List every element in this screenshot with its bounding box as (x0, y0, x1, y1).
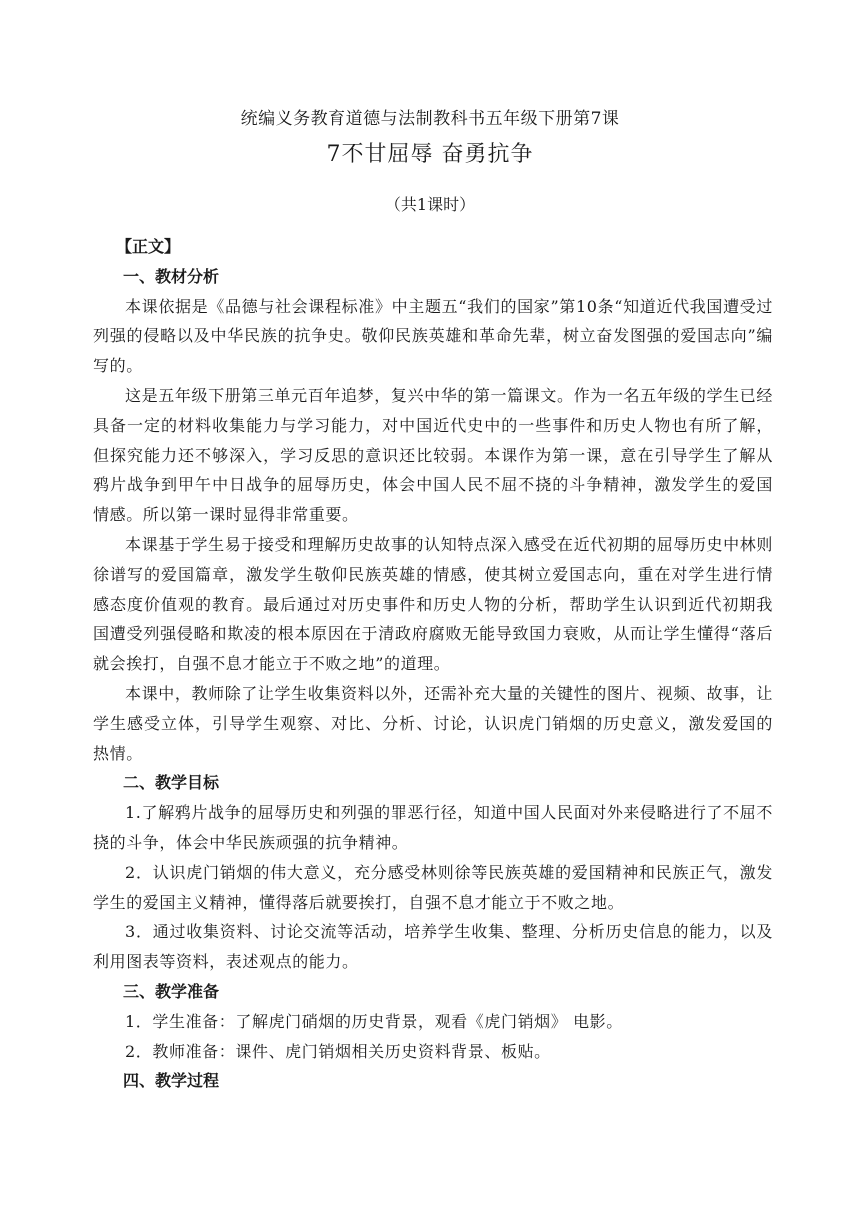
section-heading-textbook-analysis: 一、教材分析 (123, 266, 220, 286)
paragraph: 这是五年级下册第三单元百年追梦，复兴中华的第一篇课文。作为一名五年级的学生已经具备一定的材料收集能力与学习能力，对中国近代史中的一些事件和历史人物也有所了解，但探究能力还不够深入，学习反思的意识还比较弱。本课作为第一课，意在引导学生了解从鸦片战争到甲午中日战争的屈辱历史，体会中国人民不屈不挠的斗争精神，激发学生的爱国情感。所以第一课时显得非常重要。 (93, 385, 773, 525)
paragraph: 本课基于学生易于接受和理解历史故事的认知特点深入感受在近代初期的屈辱历史中林则徐谱写的爱国篇章，激发学生敬仰民族英雄的情感，使其树立爱国志向，重在对学生进行情感态度价值观的教育。最后通过对历史事件和历史人物的分析，帮助学生认识到近代初期我国遭受列强侵略和欺凌的根本原因在于清政府腐败无能导致国力衰败，从而让学生懂得“落后就会挨打，自强不息才能立于不败之地”的道理。 (93, 534, 773, 674)
section-heading-teaching-goals: 二、教学目标 (123, 773, 220, 793)
paragraph: 本课中，教师除了让学生收集资料以外，还需补充大量的关键性的图片、视频、故事，让学生感受立体，引导学生观察、对比、分析、讨论，认识虎门销烟的历史意义，激发爱国的热情。 (93, 683, 773, 763)
paragraph: 2．认识虎门销烟的伟大意义，充分感受林则徐等民族英雄的爱国精神和民族正气，激发学生的爱国主义精神，懂得落后就要挨打，自强不息才能立于不败之地。 (93, 862, 773, 912)
section-heading-teaching-process: 四、教学过程 (123, 1071, 220, 1091)
section-heading-teaching-preparation: 三、教学准备 (123, 981, 220, 1001)
lesson-title: 7不甘屈辱 奋勇抗争 (326, 142, 534, 167)
lesson-period: （共1课时） (384, 195, 476, 214)
paragraph: 3．通过收集资料、讨论交流等活动，培养学生收集、整理、分析历史信息的能力，以及利用图表等资料，表述观点的能力。 (93, 922, 773, 972)
paragraph: 2．教师准备：课件、虎门销烟相关历史资料背景、板贴。 (125, 1041, 551, 1061)
paragraph: 1．学生准备：了解虎门硝烟的历史背景，观看《虎门销烟》 电影。 (125, 1011, 623, 1031)
paragraph: 1.了解鸦片战争的屈辱历史和列强的罪恶行径，知道中国人民面对外来侵略进行了不屈不挠的斗争，体会中华民族顽强的抗争精神。 (93, 803, 773, 852)
body-label: 【正文】 (116, 237, 181, 256)
document-subtitle: 统编义务教育道德与法制教科书五年级下册第7课 (240, 109, 620, 129)
document-body (93, 232, 773, 1096)
paragraph: 本课依据是《品德与社会课程标准》中主题五“我们的国家”第10条“知道近代我国遭受过列强的侵略以及中华民族的抗争史。敬仰民族英雄和革命先辈，树立奋发图强的爱国志向”编写的。 (93, 296, 773, 376)
